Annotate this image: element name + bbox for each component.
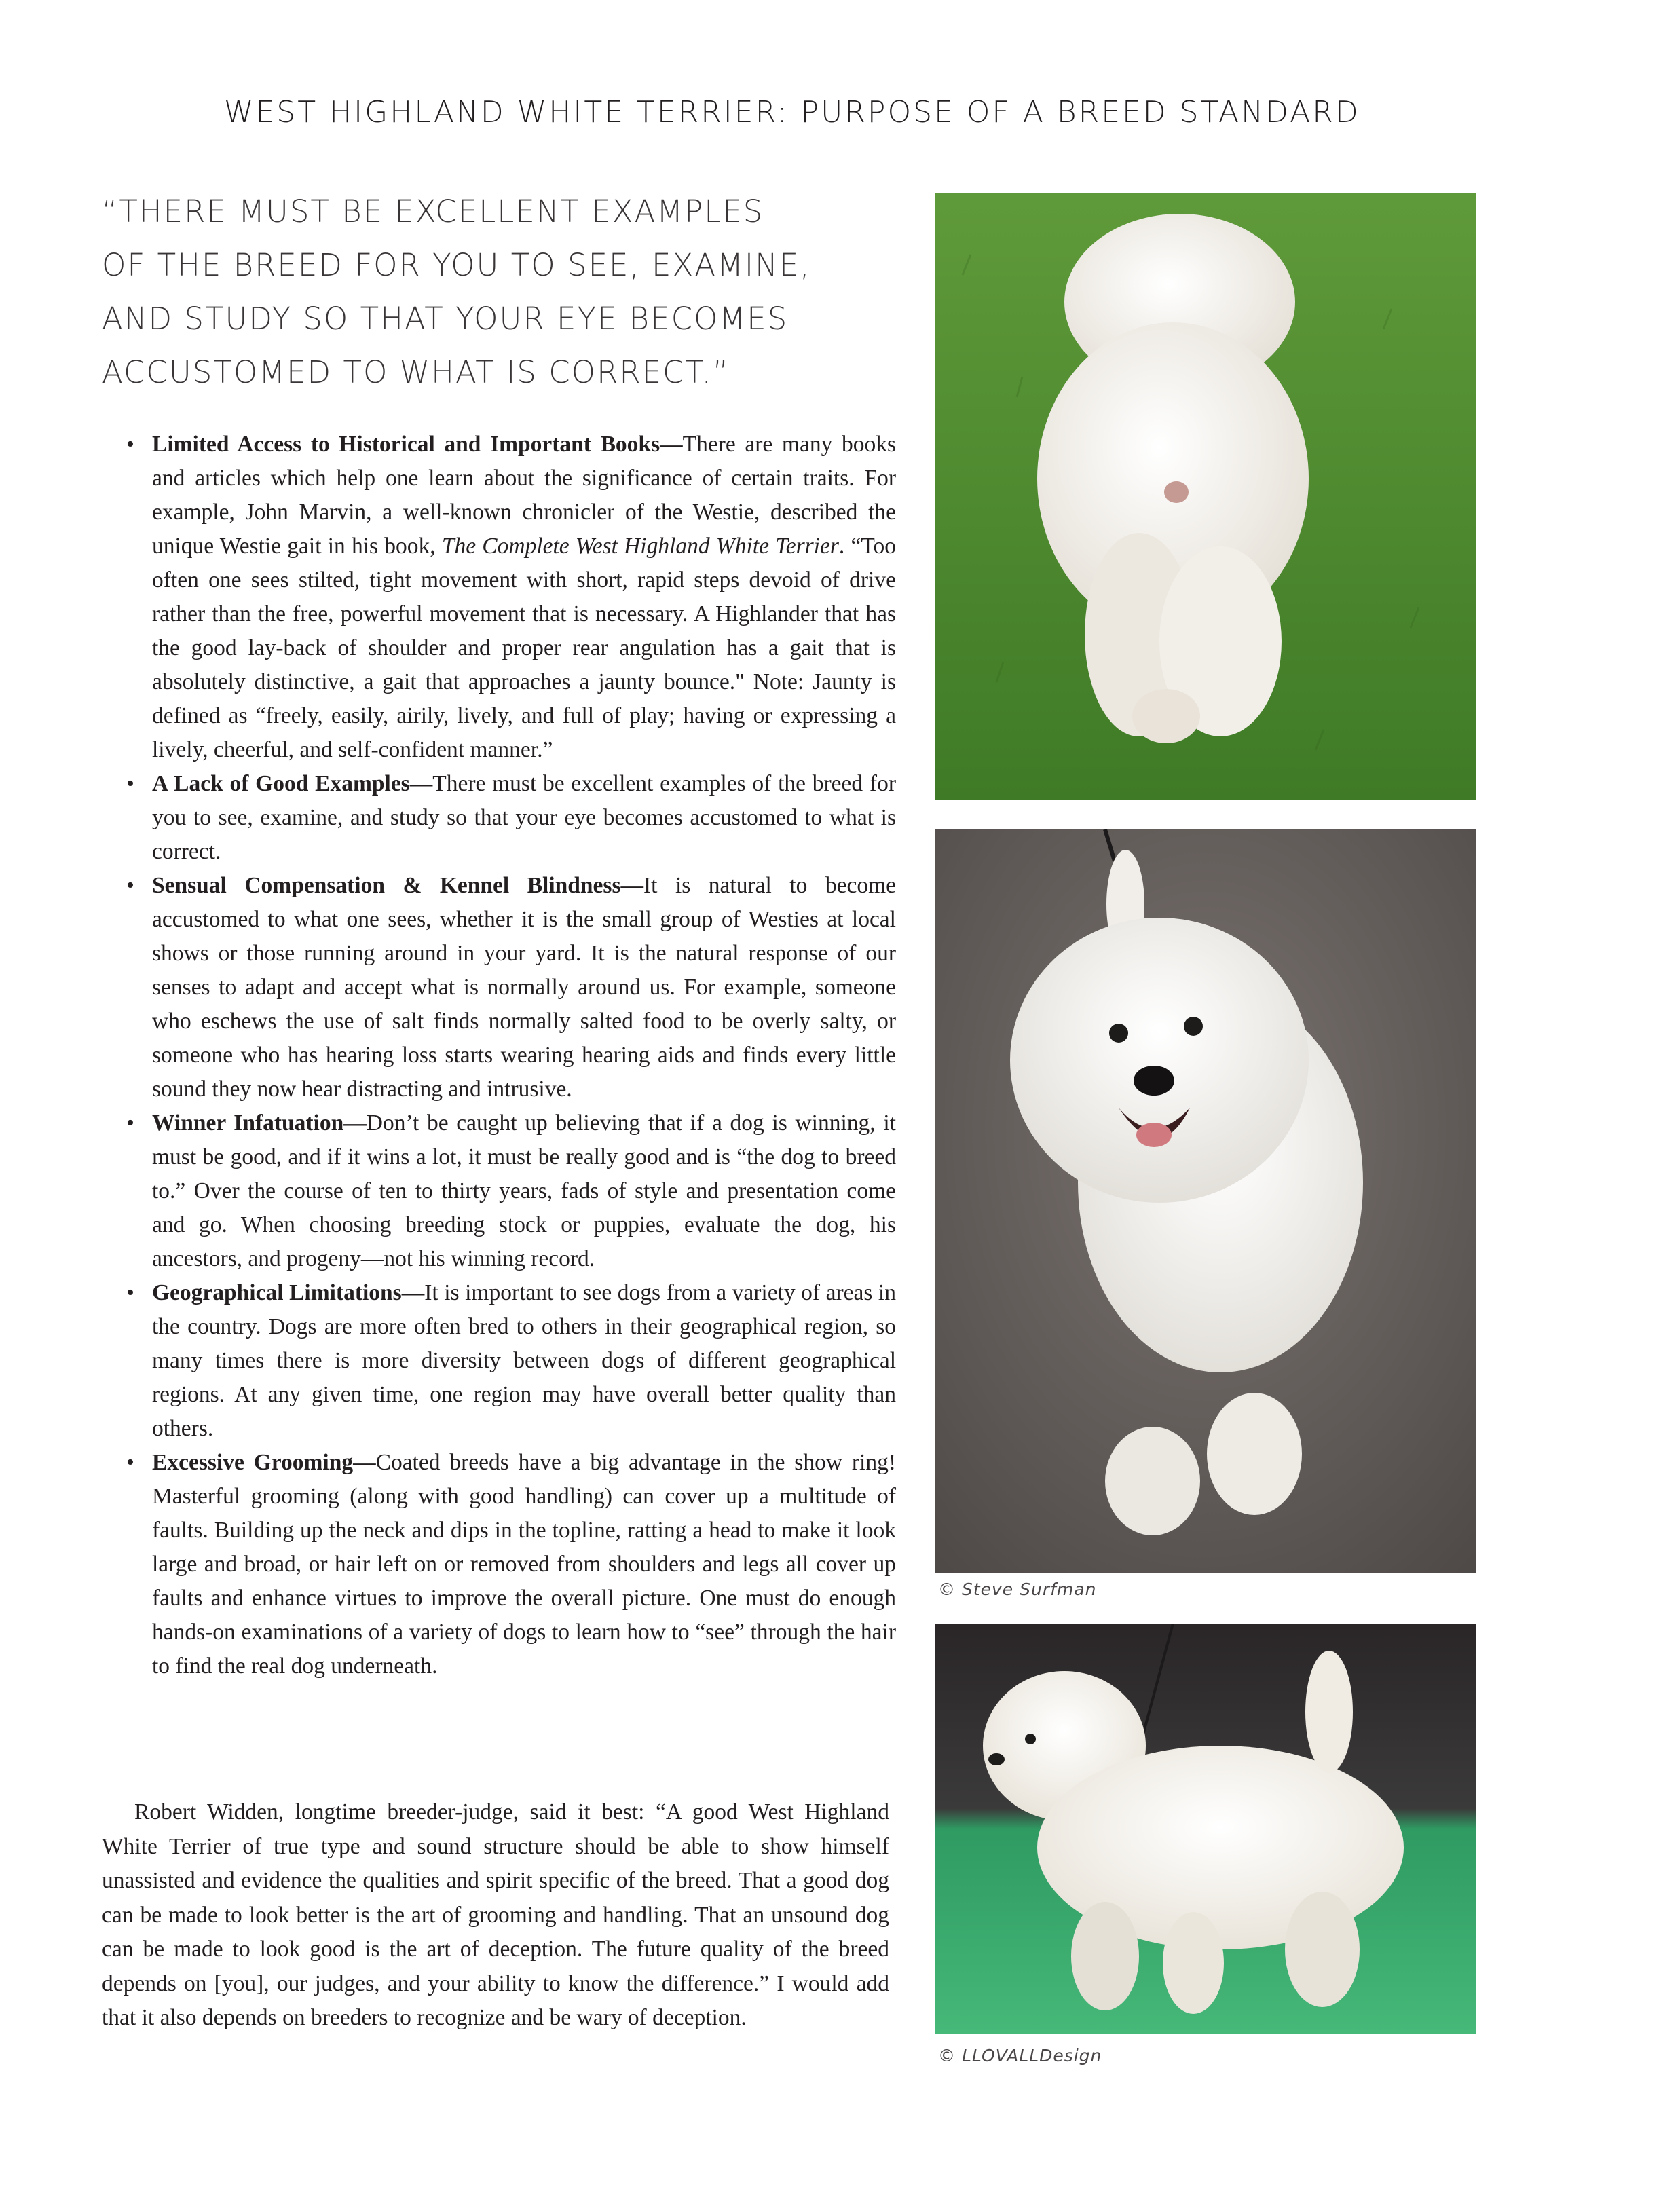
photo-westie-side-ring: [935, 1624, 1476, 2034]
photo-credit: © LLOVALLDesign: [938, 2046, 1102, 2065]
bullet-title: Sensual Compensation & Kennel Blindness—: [152, 873, 643, 898]
list-item: [102, 869, 896, 1106]
photo-westie-rear-grass: [935, 193, 1476, 800]
list-item: [102, 428, 896, 767]
pull-quote-line: ACCUSTOMED TO WHAT IS CORRECT.”: [102, 354, 730, 390]
bullet-body: There are many books and articles which help one learn about the significance of certain traits. For example, John Marvin, a well-known chronicler of the Westie, described the unique Westie gait in his book,: [152, 432, 896, 559]
bullet-title: Winner Infatuation—: [152, 1110, 367, 1136]
bullet-title: Excessive Grooming—: [152, 1450, 376, 1475]
pull-quote: [102, 185, 869, 399]
photo-westie-front-mat: [935, 829, 1476, 1573]
bullet-body: . “Too often one sees stilted, tight movement with short, rapid steps devoid of drive rather than the free, powerful movement that is necessary. A Highlander that has the good lay-back of shoulder and proper rear angulation has a gait that is absolutely distinctive, a gait that approaches a jaunty bounce." Note: Jaunty is defined as “freely, easily, airily, lively, and full of play; having or expressing a lively, cheerful, and self-confident manner.”: [152, 534, 896, 762]
bullet-body: It is important to see dogs from a variety of areas in the country. Dogs are more often bred to others in their geographical region, so many times there is more diversity between dogs of different geographical regions. At any given time, one region may have overall better quality than others.: [152, 1280, 896, 1441]
pull-quote-line: OF THE BREED FOR YOU TO SEE, EXAMINE,: [102, 247, 811, 283]
bullet-title: Limited Access to Historical and Important Books—: [152, 432, 683, 457]
bullet-icon: •: [126, 771, 134, 796]
bullet-title: A Lack of Good Examples—: [152, 771, 433, 796]
bullet-icon: •: [126, 432, 134, 457]
bullet-body: It is natural to become accustomed to what one sees, whether it is the small group of Westies at local shows or those running around in your yard. It is the natural response of our senses to adapt and accept what is normally around us. For example, someone who eschews the use of salt finds normally salted food to be overly salty, or someone who has hearing loss starts wearing hearing aids and finds every little sound they now hear distracting and intrusive.: [152, 873, 896, 1102]
running-title: WEST HIGHLAND WHITE TERRIER: PURPOSE OF A BREED STANDARD: [224, 95, 1360, 130]
bullet-icon: •: [126, 1450, 134, 1475]
list-item: [102, 1106, 896, 1276]
bullet-icon: •: [126, 1110, 134, 1136]
list-item: [102, 767, 896, 869]
bullet-body: Coated breeds have a big advantage in the show ring! Masterful grooming (along with good handling) can cover up a multitude of faults. Building up the neck and dips in the topline, ratting a head to make it look large and broad, or hair left on or removed from shoulders and legs all cover up faults and enhance virtues to improve the overall picture. One must do enough hands-on examinations of a variety of dogs to learn how to “see” through the hair to find the real dog underneath.: [152, 1450, 896, 1679]
dog-rear-illustration: [935, 193, 1476, 800]
pull-quote-line: AND STUDY SO THAT YOUR EYE BECOMES: [102, 301, 789, 337]
closing-paragraph: Robert Widden, longtime breeder-judge, said it best: “A good West Highland White Terrier of true type and sound structure should be able to show himself unassisted and evidence the qualities and spirit specific of the breed. That a good dog can be made to look better is the art of grooming and handling. That an unsound dog can be made to look good is the art of deception. The future quality of the breed depends on [you], our judges, and your ability to know the difference.” I would add that it also depends on breeders to recognize and be wary of deception.: [102, 1799, 889, 2030]
book-title: The Complete West Highland White Terrier: [441, 534, 839, 559]
photo-credit: © Steve Surfman: [938, 1579, 1097, 1599]
pull-quote-line: “THERE MUST BE EXCELLENT EXAMPLES: [102, 193, 764, 229]
list-item: [102, 1276, 896, 1446]
bullet-body: There must be excellent examples of the breed for you to see, examine, and study so that your eye becomes accustomed to what is correct.: [152, 771, 896, 864]
bullet-icon: •: [126, 873, 134, 898]
dog-side-illustration: [935, 1624, 1476, 2034]
bullet-body: Don’t be caught up believing that if a dog is winning, it must be good, and if it wins a lot, it must be really good and is “the dog to breed to.” Over the course of ten to thirty years, fads of style and presentation come and go. When choosing breeding stock or puppies, evaluate the dog, his ancestors, and progeny—not his winning record.: [152, 1110, 896, 1271]
dog-front-illustration: [935, 829, 1476, 1573]
list-item: [102, 1446, 896, 1683]
bullet-icon: •: [126, 1280, 134, 1305]
bullet-title: Geographical Limitations—: [152, 1280, 425, 1305]
bullet-list: [102, 428, 896, 1683]
